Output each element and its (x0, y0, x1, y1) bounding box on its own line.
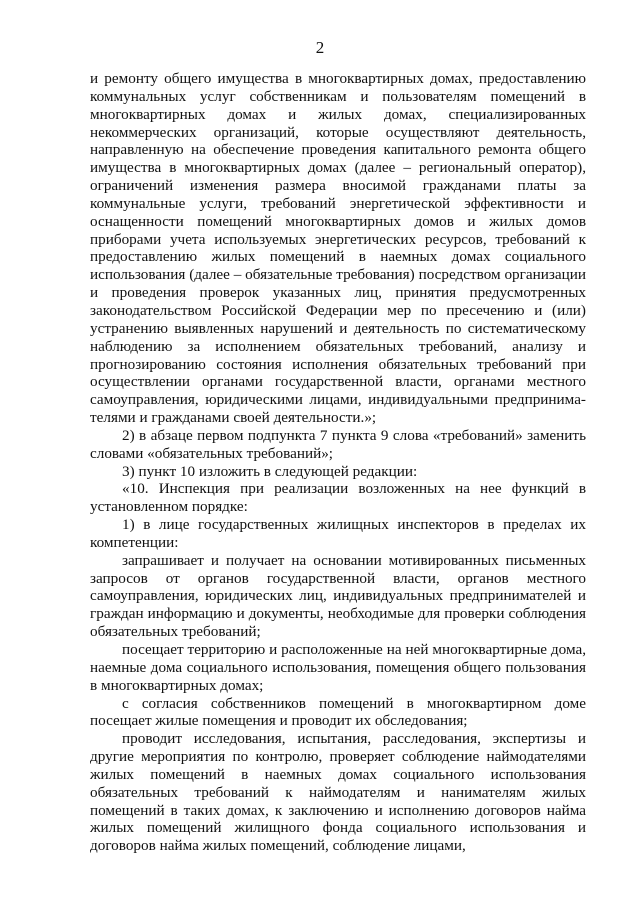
page-number: 2 (315, 38, 325, 57)
paragraph: с согласия собственников помещений в многоквартирном доме посещает жилые помещения и проводит их обследования; (90, 694, 586, 730)
paragraph: посещает территорию и расположенные на ней многоквартирные дома, наемные дома социального использования, помещения общего пользования в многоквартирных домах; (90, 641, 586, 694)
paragraph: запрашивает и получает на основании мотивированных письменных запросов от органов государственной власти, органов местного самоуправления, юридических лиц, индивидуальных предпринимателей и граждан информацию и документы, необходимые для проверки соблюдения обязательных требований; (90, 551, 586, 641)
paragraph: проводит исследования, испытания, расследования, экспертизы и другие мероприятия по контролю, проверяет соблюдение наймодателями жилых помещений в наемных домах социального использования обязательных требований к наймодателям и нанимателям жилых помещений в таких домах, к заключению и исполнению договоров найма жилых помещений жилищного фонда социального использования и договоров найма жилых помещений, соблюдение лицами, (90, 730, 586, 855)
paragraph: 3) пункт 10 изложить в следующей редакции: (122, 462, 418, 480)
paragraph: и ремонту общего имущества в многоквартирных домах, предоставлению коммунальных услуг собственникам и пользователям помещений в многоквартирных домах и жилых домах, специализированных некоммерческих организаций, которые осуществляют деятельность, направленную на обеспечение проведения капитального ремонта общего имущества в многоквартирных домах (далее – региональный оператор), ограничений изменения размера вносимой гражданами платы за коммунальные услуги, требований энергетической эффективности и оснащенности помещений многоквартирных домов и жилых домов приборами учета используемых энергетических ресурсов, требований к предоставлению жилых помещений в наемных домах социального использования (далее – обязательные требования) посредством организации и проведения проверок указанных лиц, принятия предусмотренных законодательством Российской Федерации мер по пресечению и (или) устранению выявленных нарушений и деятельность по систематическому наблюдению за исполнением обязательных требований, анализу и прогнозированию состояния исполнения обязательных требований при осуществлении органами государственной власти, органами местного самоуправления, юридическими лицами, индивидуальными предпринима-телями и гражданами своей деятельности.»; (90, 70, 586, 427)
paragraph: 1) в лице государственных жилищных инспекторов в пределах их компетенции: (90, 516, 586, 551)
paragraph: «10. Инспекция при реализации возложенных на нее функций в установленном порядке: (90, 480, 586, 516)
paragraph: 2) в абзаце первом подпункта 7 пункта 9 слова «требований» заменить словами «обязательных требований»; (90, 426, 586, 462)
document-body (90, 70, 586, 855)
